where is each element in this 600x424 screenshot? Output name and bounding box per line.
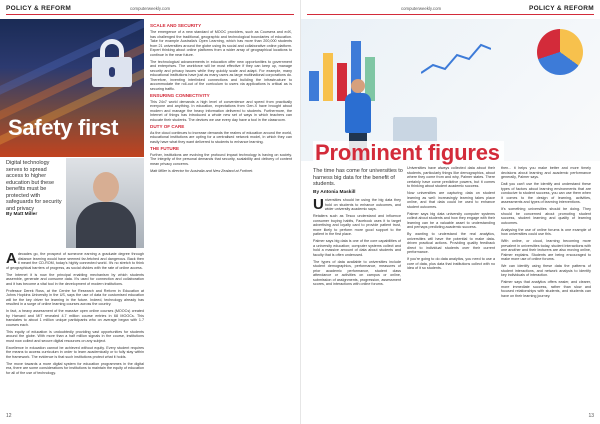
article-byline: By Antonia Maskill [313,190,356,195]
section-label: POLICY & REFORM [6,5,72,12]
padlock-icon [92,39,132,87]
paragraph: decades go, the prospect of someone earning a graduate degree through distance learning would have seemed far-fetched and dangerous. Back then it meant the CD-ROM, today's highly connected world. It's no stretch to think of geographical barriers of progress, as social divides with the rate of online access. [6,252,144,270]
left-page-header [0,0,300,19]
page-number: 13 [588,413,594,419]
pie-graphic [537,29,583,75]
article-title: Safety first [8,115,119,140]
paragraph: The types of data available to universities include student demographics, performance, measures of prior academic performance, student class attendance or activities on campus or online, submission of assignments, progression, assessment scores, and interactions with online forums. [313,259,401,286]
paragraph: Retailers such as Tesco understand and influence consumer buying habits, Facebook uses it to target advertising and loyalty card to provide patient trust, more likely to perform more good support to the patient in the first place. [313,214,401,236]
paragraph: If you're going to do data analytics, you need to use a core of data, plus data that institutions collect with no idea of it so students. [407,257,495,270]
paragraph: Professor Derek Ross, at the Centre for Research and Reform in Education at Johns Hopkins University in the US, says the use of data for customised education will be the key driver for learning in the future. Indeed, technology already has resulted in a surge of online learning courses across the country. [6,288,144,306]
section-heading: SCALE AND SECURITY [150,23,202,28]
right-column-3 [501,166,591,410]
paragraph: Dalt you can't use the identify and understand these types of factors about learning environments that are conducive to student success, you can use them when it comes to the design of learning, activities, assessments and types of learning interventions. [501,182,591,204]
site-url[interactable]: computerweekly.com [401,6,442,11]
paragraph: niversities should be using the big data they hold on students to enhance outcomes, and wider university academic says. [324,198,401,211]
paragraph: The Internet it is now the principal enabling mechanism by which students assemble, generate and consume data. It's used for connection and collaboration and it has become a vital tool in the development of modern institutions. [6,272,144,286]
section-label: POLICY & REFORM [528,5,594,12]
left-column-1 [6,252,144,412]
drop-cap: A [6,252,17,267]
section-heading: DUTY OF CARE [150,123,185,129]
author-photo [66,158,144,248]
paragraph: It's something universities should be doing. They should be concerned about promoting student success, student learning and quality of learning outcomes. [501,207,591,225]
article-byline: By Matt Miller [6,212,38,217]
site-url[interactable]: computerweekly.com [130,6,171,11]
page-number: 12 [6,413,12,419]
paragraph: This 24x7 world demands a high level of convenience and speed from practically everyone and anything. In education, expectations from Gen-X have brought about modern and manage the heavy information delivered to students. Furthermore, the Internet of things has introduced a whole new set of ways in which teachers can educate their students. The devices we use every day have a tool in the classroom. [150,99,292,122]
paragraph: then... it helps you make better and more timely decisions about learning and academic performance generally, Palmer says. [501,166,591,179]
right-page-header [301,0,600,19]
paragraph: Analysing the use of online forums is one example of how universities could use this. [501,227,591,236]
section-heading: THE FUTURE [150,145,180,151]
paragraph: We can identify using these data the patterns of student interactions, and network analysis to identify key individuals of interaction. [501,264,591,277]
left-column-2 [150,22,292,410]
author-bio: Matt Miller is director for Australia and New Zealand at Fortinet. [150,168,254,173]
paragraph: The move towards a more digital system for education programmes in the digital era, there are some considerations for institutions to maintain the equity of education for all of the use of technology. [6,361,144,375]
paragraph: Palmer says big data is one of the core capabilities of a university education; computer systems collect and hold a massive amount of data about students and faculty that is often underused. [313,239,401,257]
paragraph: Universities have always collected data about their students, particularly things like demographics, about where they come from and why, Palmer states. There certainly have come predictive powers, but it comes to thinking about student academic success. [407,166,495,188]
paragraph: Palmer says that analytics offers easier, and clearer, more immediate success, rather than slow and focused relationships with students, and students can have on their learning journey. [501,280,591,298]
paragraph: In fact, a heavy assessment of the massive open online courses (MOOCs) created by Harvard and MIT revealed 4.7 million course entries in 68 MOOCs. This translates to about 1 million unique participants who on average began with 1.7 courses each. [6,309,144,327]
paragraph: By wanting to understand the real analytics, universities will have the potential to make data-driven practical actions. Providing quality feedback direct to individual students over their current performance. [407,232,495,254]
paragraph: Now universities are capturing data on student learning as well: increasingly learning takes place online, and that data could be used to enhance student outcomes. [407,191,495,209]
paragraph: The emergence of a new standard of MOOC providers, such as Coursera and edX, has challenged the traditional, geographic and technological boundaries of education. Take for example Australia's Open Learning, which has more than 200,000 students from 21 universities around the globe using its social and collaborative online platform. Expert thinking about online platforms from a wider array of geographical locations to continue in the near future. [150,30,292,57]
hero-image [0,19,144,157]
paragraph: The technological advancements in education offer new opportunities to government and enterprises. The workforce will be most effective if they can keep up, manage security and privacy issues while they quickly scale and adapt. For example, many educational institutions have just as many users as large multinational corporations do. Therefore, inventing interlinked connections and building the infrastructure to accommodate the roll-out of the curriculum to users via applications is critical as is securing traffic. [150,59,292,91]
paragraph: As the cloud continues to increase demands the realms of education around the world, educational institutions are opting for a centralised network model, in which they can easily have what they want delivered to students to enhance learning. [150,130,292,144]
drop-cap: U [313,198,324,213]
line-graphic [421,39,491,79]
paragraph: Further, institutions are evolving the profound impact technology is having on society. The integrity of the personal demands that security, scalability and delivery of content mean privacy concerns. [150,152,292,166]
paragraph: With online, or cloud, learning becoming more prevalent in universities today, student interactions with one another and their lecturers are also moving online, Palmer explains. Students are being encouraged to make more use of online forums. [501,239,591,261]
article-title: Prominent figures [313,141,504,165]
section-heading: ENSURING CONNECTIVITY [150,92,210,98]
article-standfirst: Digital technology serves to spread access to higher education but these benefits must be protected with safeguards for security and privacy [6,160,62,212]
right-page [300,0,600,424]
article-standfirst: The time has come for universities to harness big data for the benefit of students. [313,168,403,187]
header-rule [6,14,294,15]
paragraph: Excellence in education cannot be achieved without equity. Every student requires the means to access curriculum in order to learn academically or to fully stay within the framework. The evidence is that such institutions protect what it holds. [6,345,144,359]
right-column-2 [407,166,495,410]
paragraph: Palmer says big data university computer systems collect about students and how they engage with their learning can be a valuable asset to understanding and perhaps predicting academic success. [407,211,495,229]
paragraph: This equity of education is undoubtedly providing vast opportunities for students around the globe. With more than a half million signals in the course, institutions must now collect and secure digital resources on any subject. [6,329,144,343]
header-rule [307,14,594,15]
right-column-1 [313,198,401,410]
